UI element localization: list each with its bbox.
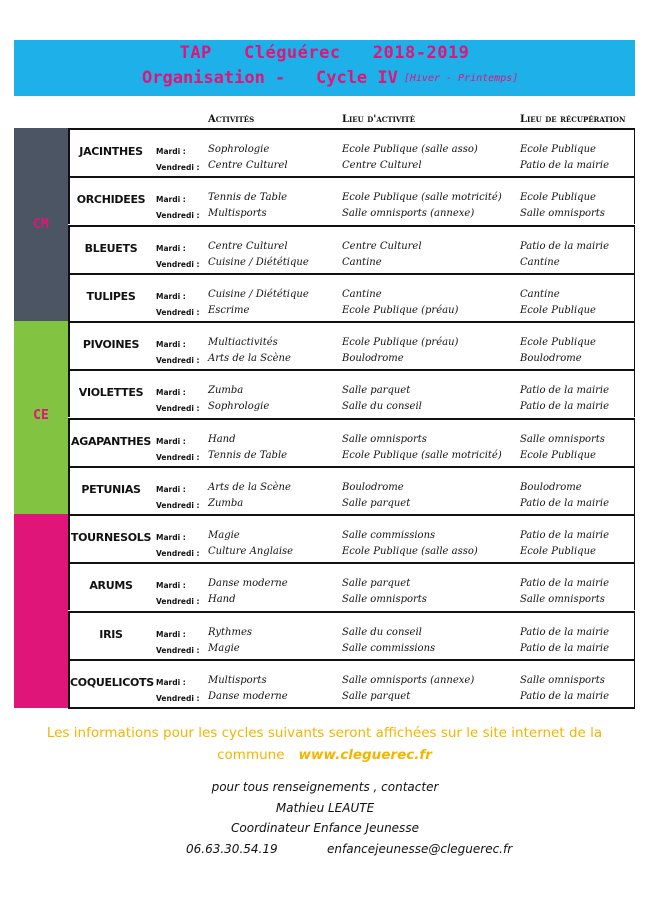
location-cell: Boulodrome — [342, 481, 404, 493]
pickup-cell: Salle omnisports — [520, 674, 605, 686]
activity-cell: Rythmes — [208, 626, 252, 638]
day-label-mardi: Mardi : — [156, 243, 186, 253]
activity-cell: Magie — [208, 530, 240, 541]
group-name: ARUMS — [89, 579, 133, 593]
group-name: JACINTHES — [79, 145, 143, 158]
pickup-cell: Boulodrome — [520, 481, 582, 493]
activity-cell: Centre Culturel — [208, 160, 288, 171]
title-line-2 — [142, 68, 518, 88]
group-name: BLEUETS — [84, 241, 138, 255]
contact-email[interactable]: enfancejeunesse@cleguerec.fr — [327, 842, 513, 856]
pickup-cell: Patio de la mairie — [520, 240, 610, 252]
activity-cell: Danse moderne — [208, 690, 288, 702]
location-cell: Ecole Publique (salle asso) — [342, 546, 478, 557]
section-2-band — [14, 321, 68, 514]
activity-cell: Escrime — [208, 304, 250, 316]
day-label-vendredi: Vendredi : — [156, 307, 200, 317]
day-label-vendredi: Vendredi : — [156, 356, 200, 365]
pickup-cell: Cantine — [520, 256, 560, 268]
table-bottom-border — [68, 707, 635, 709]
title-season: [Hiver - Printemps] — [403, 73, 519, 84]
location-cell: Ecole Publique (salle motricité) — [342, 449, 502, 461]
pickup-cell: Salle omnisports — [520, 594, 605, 606]
pickup-cell: Ecole Publique — [520, 337, 596, 348]
activity-cell: Arts de la Scène — [208, 353, 291, 364]
info-text: Les informations pour les cycles suivants seront affichées sur le site internet de la commune — [46, 725, 603, 763]
location-cell: Salle omnisports (annexe) — [342, 208, 475, 220]
day-label-vendredi: Vendredi : — [156, 259, 200, 269]
contact-intro: pour tous renseignements , contacter — [211, 780, 439, 794]
column-header-recuperation: Lieu de récupération — [520, 114, 626, 125]
day-label-mardi: Mardi : — [156, 484, 186, 494]
day-label-mardi: Mardi : — [156, 291, 186, 301]
group-name: TOURNESOLS — [70, 531, 152, 544]
day-label-mardi: Mardi : — [156, 195, 186, 205]
activity-cell: Zumba — [208, 497, 244, 509]
location-cell: Salle omnisports — [342, 433, 427, 445]
pickup-cell: Salle omnisports — [520, 208, 605, 220]
day-label-vendredi: Vendredi : — [156, 404, 200, 414]
location-cell: Centre Culturel — [342, 160, 422, 171]
group-name: PETUNIAS — [81, 482, 141, 496]
activity-cell: Zumba — [208, 385, 244, 397]
column-header-activites: Activités — [208, 114, 255, 125]
pickup-cell: Ecole Publique — [520, 304, 596, 316]
day-label-vendredi: Vendredi : — [156, 452, 200, 462]
activity-cell: Hand — [208, 594, 236, 606]
activity-cell: Sophrologie — [208, 401, 270, 413]
activity-cell: Sophrologie — [208, 144, 270, 155]
location-cell: Ecole Publique (salle motricité) — [342, 192, 502, 204]
group-name: PIVOINES — [82, 338, 140, 351]
pickup-cell: Patio de la mairie — [520, 497, 610, 509]
activity-cell: Multisports — [208, 674, 267, 686]
location-cell: Salle commissions — [342, 530, 436, 541]
pickup-cell: Patio de la mairie — [520, 401, 610, 413]
location-cell: Cantine — [342, 288, 382, 300]
day-label-vendredi: Vendredi : — [156, 597, 200, 607]
day-label-vendredi: Vendredi : — [156, 549, 200, 558]
location-cell: Boulodrome — [342, 353, 404, 364]
title-cycle: Organisation - Cycle IV — [142, 68, 398, 88]
location-cell: Salle commissions — [342, 642, 436, 654]
location-cell: Cantine — [342, 256, 382, 268]
day-label-mardi: Mardi : — [156, 436, 186, 446]
pickup-cell: Ecole Publique — [520, 546, 596, 557]
info-notice — [14, 722, 635, 766]
pickup-cell: Cantine — [520, 288, 560, 300]
activity-cell: Magie — [208, 642, 240, 654]
website-link[interactable]: www.cleguerec.fr — [298, 747, 432, 763]
location-cell: Salle parquet — [342, 385, 411, 397]
location-cell: Salle parquet — [342, 578, 411, 590]
day-label-vendredi: Vendredi : — [156, 500, 200, 510]
contact-phone: 06.63.30.54.19 — [186, 842, 278, 856]
day-label-vendredi: Vendredi : — [156, 163, 200, 172]
pickup-cell: Patio de la mairie — [520, 690, 610, 702]
activity-cell: Multisports — [208, 208, 267, 220]
pickup-cell: Patio de la mairie — [520, 626, 610, 638]
location-cell: Ecole Publique (préau) — [342, 304, 459, 316]
section-label: CE — [33, 408, 49, 423]
pickup-cell: Patio de la mairie — [520, 530, 610, 541]
location-cell: Salle parquet — [342, 497, 411, 509]
location-cell: Centre Culturel — [342, 240, 422, 252]
pickup-cell: Ecole Publique — [520, 192, 596, 204]
group-name: COQUELICOTS — [70, 675, 154, 689]
activity-cell: Tennis de Table — [208, 192, 288, 204]
section-label: CM — [33, 217, 49, 232]
pickup-cell: Patio de la mairie — [520, 578, 610, 590]
day-label-mardi: Mardi : — [156, 533, 186, 542]
activity-cell: Tennis de Table — [208, 449, 288, 461]
day-label-mardi: Mardi : — [156, 629, 186, 639]
activity-cell: Culture Anglaise — [208, 546, 294, 557]
group-name: ORCHIDEES — [76, 193, 146, 207]
location-cell: Salle parquet — [342, 690, 411, 702]
group-name: TULIPES — [86, 289, 136, 303]
pickup-cell: Salle omnisports — [520, 433, 605, 445]
pickup-cell: Patio de la mairie — [520, 642, 610, 654]
pickup-cell: Ecole Publique — [520, 449, 596, 461]
location-cell: Salle omnisports (annexe) — [342, 674, 475, 686]
activity-cell: Centre Culturel — [208, 240, 288, 252]
activity-cell: Multiactivités — [208, 337, 278, 348]
activity-cell: Danse moderne — [208, 578, 288, 590]
day-label-mardi: Mardi : — [156, 147, 186, 156]
title-line-1: TAP Cléguérec 2018-2019 — [179, 43, 470, 63]
column-header-lieu: Lieu d'activité — [342, 114, 416, 125]
location-cell: Salle du conseil — [342, 401, 422, 413]
contact-role: Coordinateur Enfance Jeunesse — [231, 821, 419, 835]
day-label-mardi: Mardi : — [156, 340, 186, 349]
section-1-band — [14, 128, 68, 321]
location-cell: Ecole Publique (préau) — [342, 337, 459, 348]
day-label-mardi: Mardi : — [156, 581, 186, 591]
pickup-cell: Ecole Publique — [520, 144, 596, 155]
location-cell: Ecole Publique (salle asso) — [342, 144, 478, 155]
day-label-mardi: Mardi : — [156, 677, 186, 687]
activity-cell: Hand — [208, 433, 236, 445]
activity-cell: Cuisine / Diététique — [208, 288, 309, 300]
location-cell: Salle omnisports — [342, 594, 427, 606]
group-name: VIOLETTES — [78, 386, 144, 400]
contact-name: Mathieu LEAUTE — [275, 801, 375, 815]
title-banner — [14, 40, 635, 96]
location-cell: Salle du conseil — [342, 626, 422, 638]
day-label-mardi: Mardi : — [156, 388, 186, 398]
group-name: AGAPANTHES — [71, 434, 151, 448]
day-label-vendredi: Vendredi : — [156, 645, 200, 655]
day-label-vendredi: Vendredi : — [156, 693, 200, 703]
pickup-cell: Boulodrome — [520, 353, 582, 364]
section-label: GS - CP — [33, 577, 49, 628]
activity-cell: Cuisine / Diététique — [208, 256, 309, 268]
pickup-cell: Patio de la mairie — [520, 385, 610, 397]
pickup-cell: Patio de la mairie — [520, 160, 610, 171]
section-3-band — [14, 514, 68, 708]
day-label-vendredi: Vendredi : — [156, 211, 200, 221]
group-name: IRIS — [99, 627, 123, 641]
activity-cell: Arts de la Scène — [208, 481, 291, 493]
